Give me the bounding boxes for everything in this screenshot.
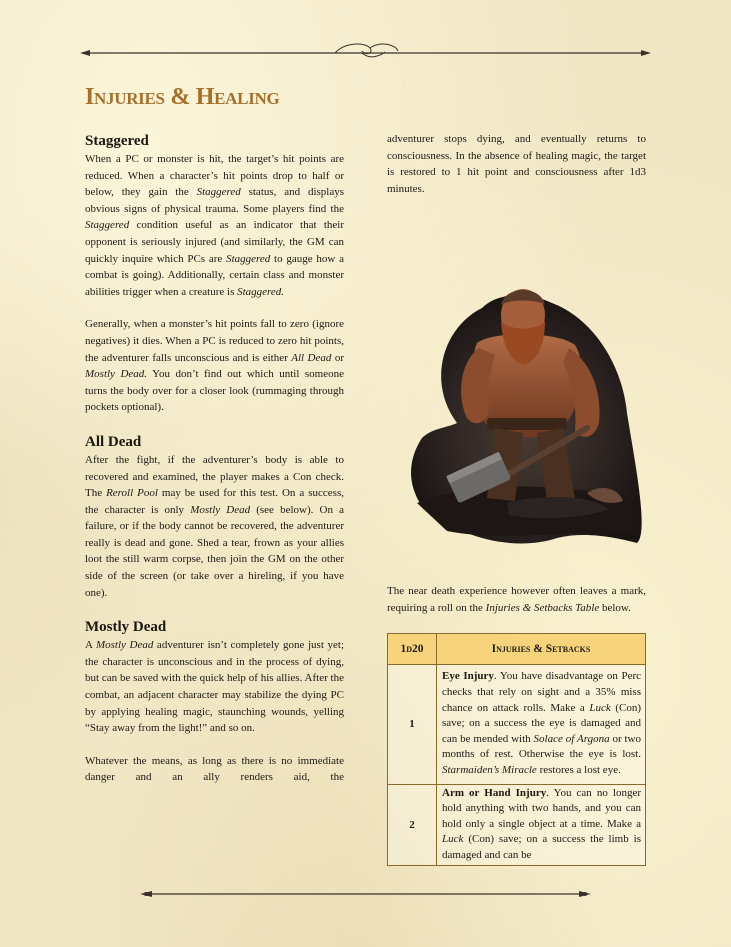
all-dead-paragraph: After the fight, if the adventurer’s body is able to recovered and examined, the player makes a Con check. The Reroll Pool may be used for this test. On a success, the character is only Mostly Dead (see below). On a failure, or if the body cannot be recovered, the adventurer really is dead and gone. Shed a tear, frown as your allies loot the still warm corpse, then join the GM on the other side of the screen (or take over a hireling, if you have one).	[85, 453, 344, 599]
section-title-mostly-dead: Mostly Dead	[85, 619, 167, 636]
page-title: Injuries & Healing	[85, 84, 280, 110]
table-cell-description: Eye Injury. You have disadvantage on Perc checks that rely on sight and a 35% miss chance on attack rolls. Make a Luck (Con) save; on a success the eye is damaged and can be mended with Solace of Argona or two months of rest. Otherwise the eye is lost. Starmaiden’s Miracle restores a lost eye.	[437, 664, 646, 784]
top-ornament-divider	[80, 42, 651, 62]
table-header-roll: 1d20	[388, 633, 437, 664]
table-row	[388, 784, 646, 865]
section-title-staggered: Staggered	[85, 133, 149, 149]
staggered-paragraph-1: When a PC or monster is hit, the target’s hit points are reduced. When a character’s hit points drop to half or below, they gain the Staggered status, and displays obvious signs of physical trauma. Some players find the Staggered condition useful as an indicator that their opponent is seriously injured (and similarly, the GM can quickly inquire which PCs are Staggered to gauge how a combat is going). Additionally, certain class and monster abilities trigger when a creature is Staggered.	[85, 153, 345, 298]
injuries-table	[387, 633, 646, 866]
mostly-dead-paragraph-2-continued: adventurer stops dying, and eventually returns to consciousness. In the absence of healing magic, the target is restored to 1 hit point and consciousness after 1d3 minutes.	[387, 133, 646, 195]
after-image-paragraph: The near death experience however often leaves a mark, requiring a roll on the Injuries & Setbacks Table below.	[387, 585, 646, 614]
table-header-title: Injuries & Setbacks	[437, 633, 646, 664]
bottom-ornament-divider	[80, 884, 651, 904]
table-cell-roll: 2	[388, 784, 437, 865]
right-column	[387, 131, 646, 866]
staggered-paragraph-2: Generally, when a monster’s hit points fall to zero (ignore negatives) it dies. When a PC is reduced to zero hit points, the adventurer falls unconscious and is either All Dead or Mostly Dead. You don’t find out which until someone turns the body over for a closer look (rummaging through pockets optional).	[85, 318, 344, 414]
table-cell-description: Arm or Hand Injury. You can no longer hold anything with two hands, and you can hold only a single object at a time. Make a Luck (Con) save; on a success the limb is damaged and can be	[437, 784, 646, 865]
table-cell-roll: 1	[388, 664, 437, 784]
table-row	[388, 664, 646, 784]
left-column	[85, 131, 344, 786]
mostly-dead-paragraph-1: A Mostly Dead adventurer isn’t completely gone just yet; the character is unconscious and in the process of dying, but can be saved with the quick help of his allies. After the combat, an adjacent character may stabilize the dying PC by applying healing magic, staunching wounds, yelling “Stay away from the light!” and so on.	[85, 639, 345, 735]
section-title-all-dead: All Dead	[85, 433, 142, 450]
dwarf-illustration	[387, 213, 646, 553]
mostly-dead-paragraph-2: Whatever the means, as long as there is no immediate danger and an ally renders aid, the	[85, 754, 344, 784]
